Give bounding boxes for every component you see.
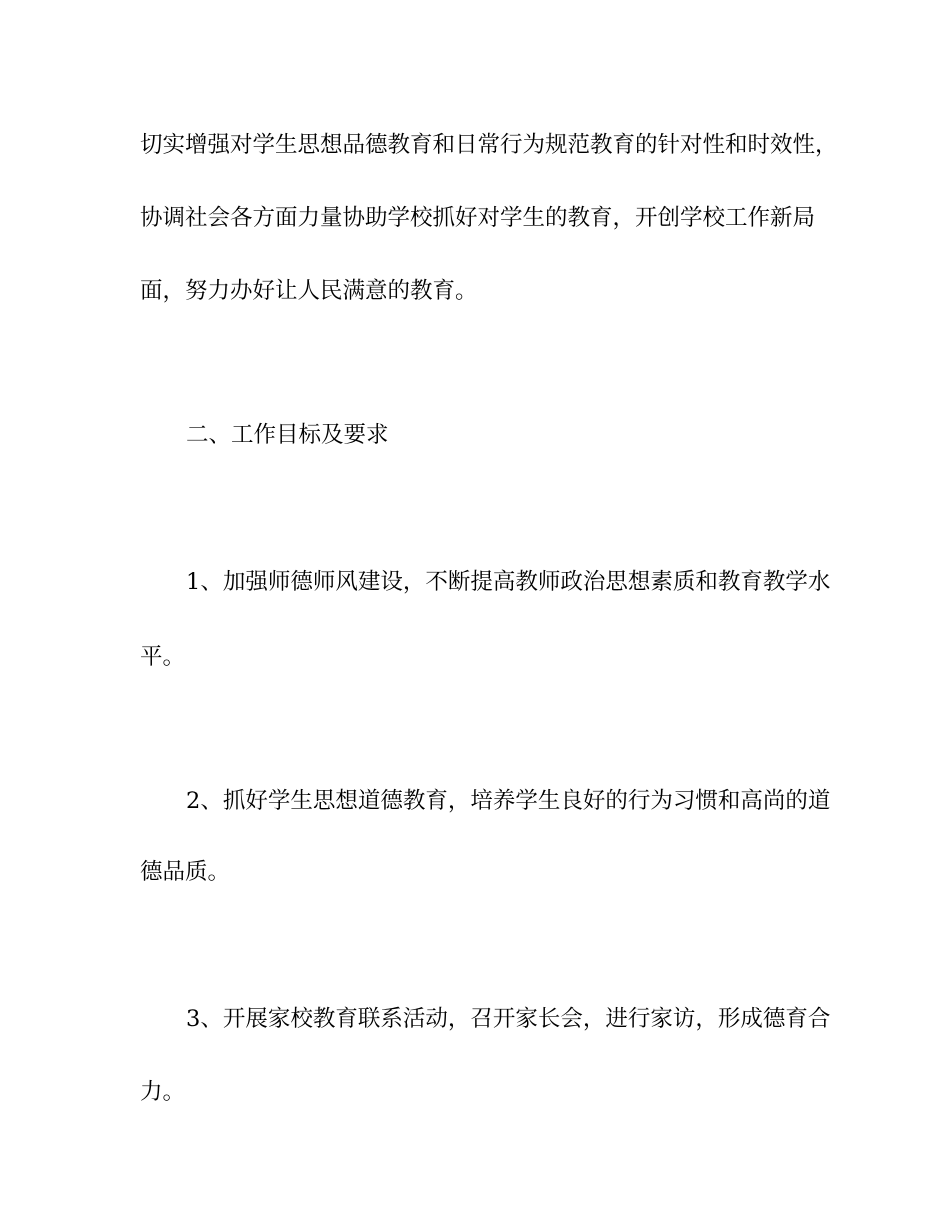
list-item-line: 平。 (140, 644, 186, 670)
list-item-line: 1、加强师德师风建设，不断提高教师政治思想素质和教育教学水 (186, 569, 831, 595)
paragraph-line: 切实增强对学生思想品德教育和日常行为规范教育的针对性和时效性， (140, 132, 838, 158)
section-heading: 二、工作目标及要求 (186, 422, 389, 448)
list-item-line: 德品质。 (140, 859, 231, 885)
list-item-line: 2、抓好学生思想道德教育，培养学生良好的行为习惯和高尚的道 (186, 788, 831, 814)
list-item-line: 3、开展家校教育联系活动，召开家长会，进行家访，形成德育合 (186, 1006, 831, 1032)
paragraph-line: 面，努力办好让人民满意的教育。 (140, 278, 478, 304)
paragraph-line: 协调社会各方面力量协助学校抓好对学生的教育，开创学校工作新局 (140, 205, 816, 231)
list-item-line: 力。 (140, 1079, 186, 1105)
